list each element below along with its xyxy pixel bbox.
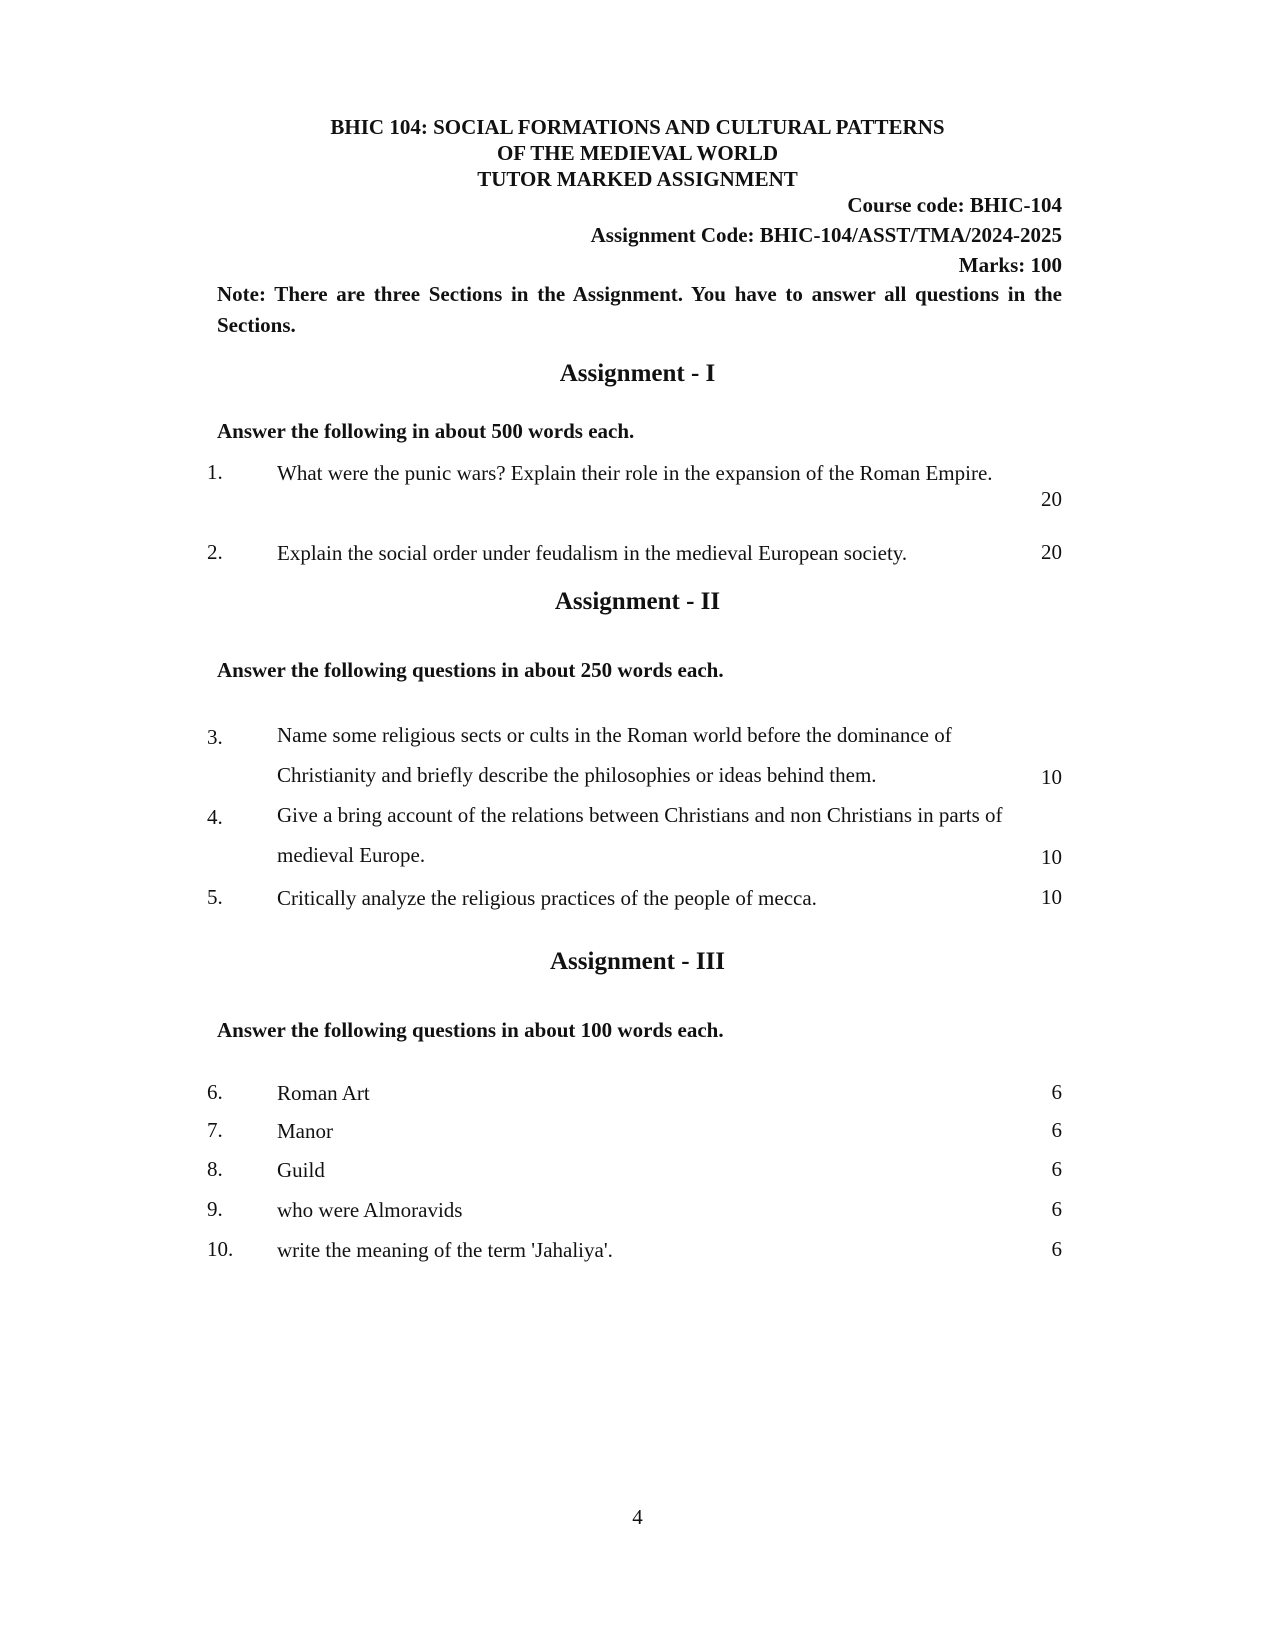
question-text: Critically analyze the religious practices of the people of mecca.: [277, 886, 817, 910]
question-text: Guild: [277, 1158, 325, 1182]
question-text: Give a bring account of the relations between Christians and non Christians in parts of medieval Europe.: [277, 803, 1003, 867]
question-text: Name some religious sects or cults in the Roman world before the dominance of Christianity and briefly describe the philosophies or ideas behind them.: [277, 723, 952, 787]
total-marks: Marks: 100: [958, 253, 1062, 277]
question-number: 7.: [207, 1118, 223, 1142]
section-instruction-3: Answer the following questions in about 100 words each.: [217, 1018, 724, 1042]
question-marks: 10: [1041, 765, 1062, 789]
question-number: 10.: [207, 1237, 234, 1261]
question-marks: 6: [1051, 1237, 1062, 1261]
question-marks: 10: [1041, 845, 1062, 869]
question-text: write the meaning of the term 'Jahaliya'.: [277, 1238, 613, 1262]
question-number: 3.: [207, 725, 223, 749]
question-text: Manor: [277, 1119, 333, 1143]
question-text: Explain the social order under feudalism in the medieval European society.: [277, 541, 908, 565]
question-marks: 10: [1041, 885, 1062, 909]
question-number: 6.: [207, 1080, 223, 1104]
question-marks: 20: [1041, 540, 1062, 564]
question-text: who were Almoravids: [277, 1198, 463, 1222]
question-marks: 6: [1051, 1197, 1062, 1221]
question-marks: 6: [1051, 1080, 1062, 1104]
section-instruction-2: Answer the following questions in about 250 words each.: [217, 658, 724, 682]
document-title-line-2: OF THE MEDIEVAL WORLD: [496, 141, 779, 165]
section-heading-2: Assignment - II: [554, 588, 721, 615]
document-title-line-3: TUTOR MARKED ASSIGNMENT: [477, 167, 798, 191]
question-text: Roman Art: [277, 1081, 370, 1105]
question-number: 2.: [207, 540, 223, 564]
document-title-line-1: BHIC 104: SOCIAL FORMATIONS AND CULTURAL PATTERNS: [330, 115, 945, 139]
question-number: 1.: [207, 460, 223, 484]
question-number: 9.: [207, 1197, 223, 1221]
course-code: Course code: BHIC-104: [847, 193, 1062, 217]
question-text: What were the punic wars? Explain their role in the expansion of the Roman Empire.: [277, 461, 993, 485]
question-marks: 6: [1051, 1118, 1062, 1142]
question-marks: 20: [1041, 487, 1062, 511]
section-instruction-1: Answer the following in about 500 words each.: [217, 419, 635, 443]
question-number: 8.: [207, 1157, 223, 1181]
assignment-note: Note: There are three Sections in the Assignment. You have to answer all questions in the Sections.: [217, 282, 1062, 337]
section-heading-3: Assignment - III: [549, 948, 726, 975]
question-number: 4.: [207, 805, 223, 829]
question-number: 5.: [207, 885, 223, 909]
page-number: 4: [632, 1505, 643, 1529]
section-heading-1: Assignment - I: [559, 360, 716, 387]
question-marks: 6: [1051, 1157, 1062, 1181]
assignment-code: Assignment Code: BHIC-104/ASST/TMA/2024-2025: [590, 223, 1062, 247]
